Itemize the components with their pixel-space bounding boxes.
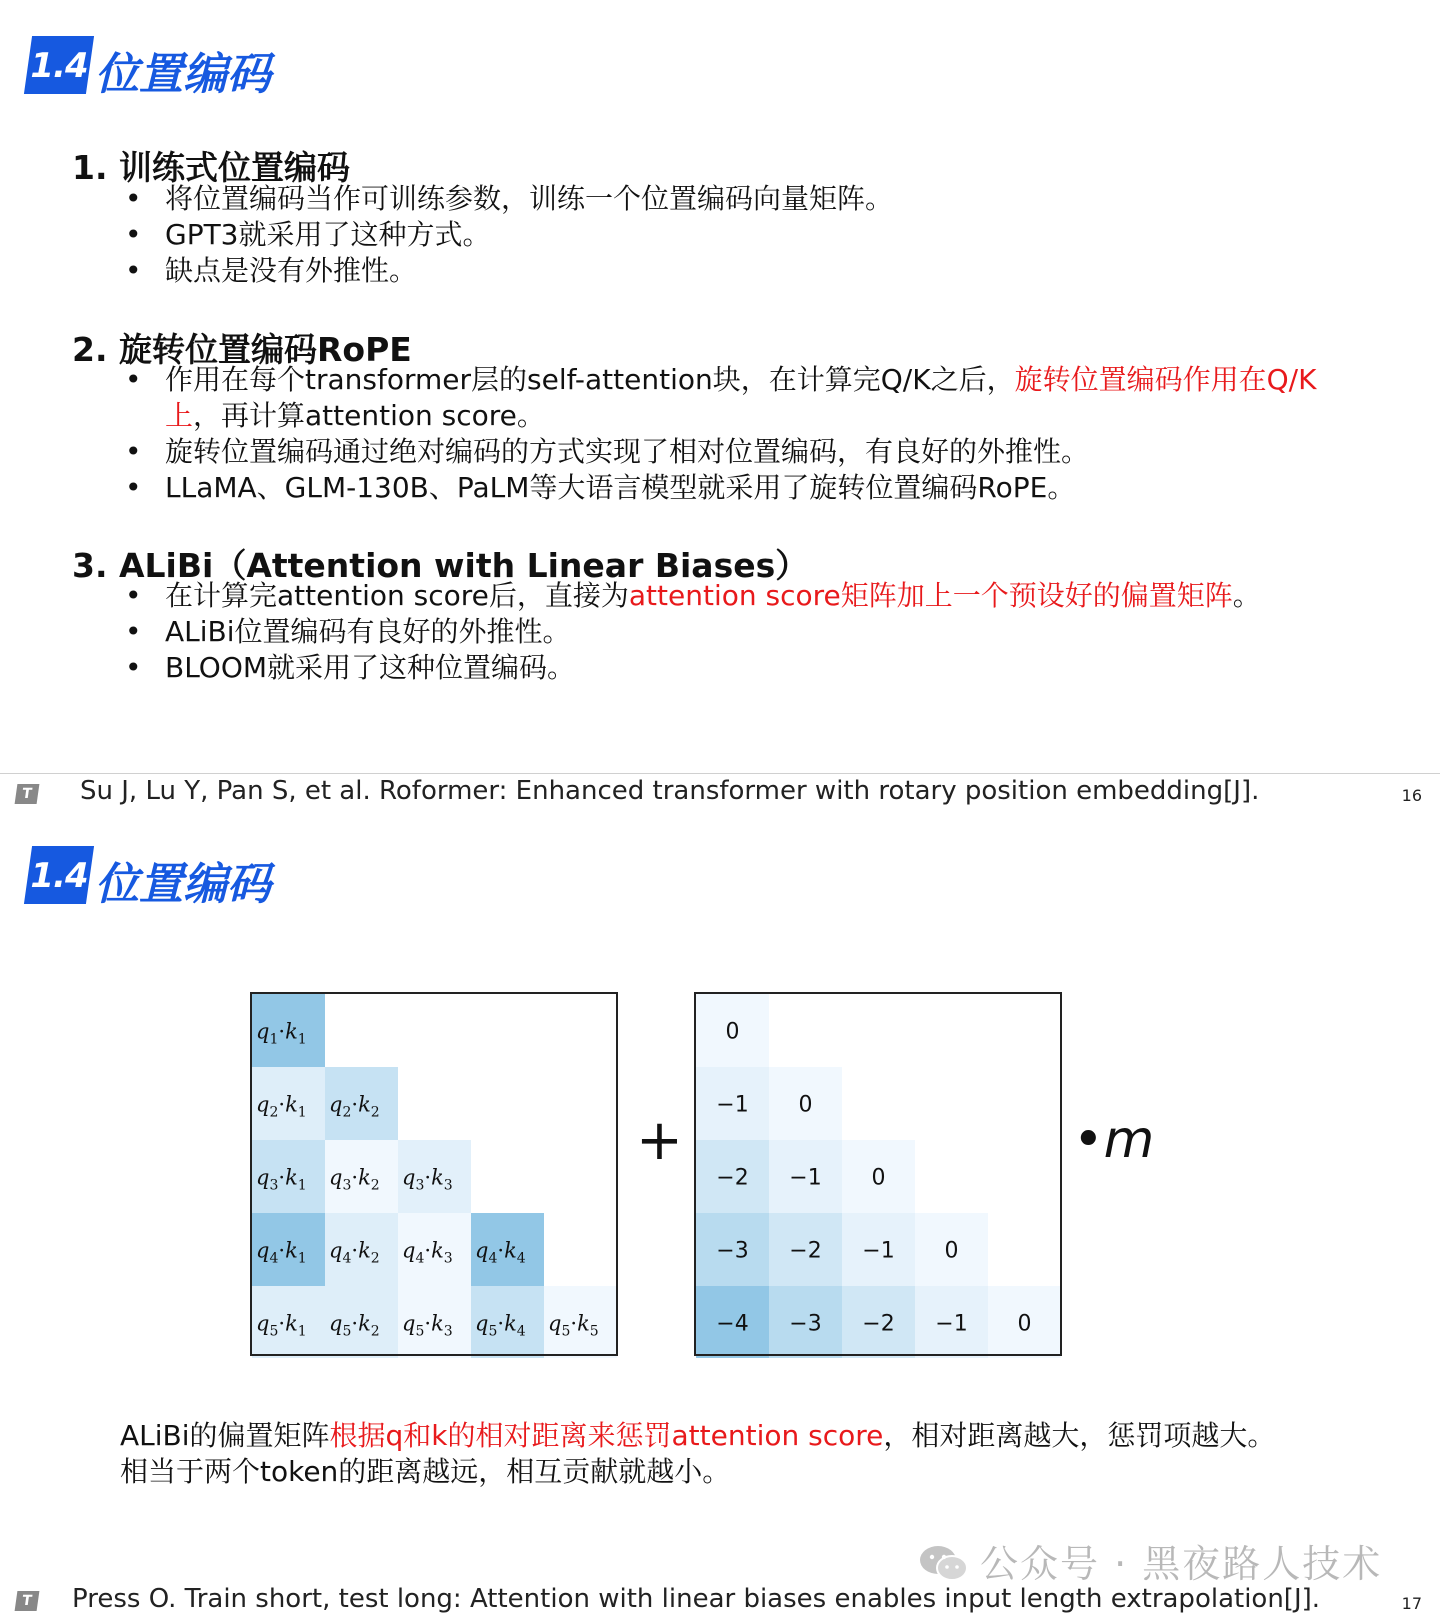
qk-cell-label: $q_3\cdot k_1$ — [256, 1165, 307, 1194]
bullet-text: BLOOM就采用了这种位置编码。 — [165, 651, 576, 684]
qk-cell-label: $q_4\cdot k_1$ — [256, 1238, 307, 1267]
bullet-item: • ALiBi位置编码有良好的外推性。 — [125, 615, 571, 648]
footer-reference: Press O. Train short, test long: Attention with linear biases enables input length extrapolation[J]. — [72, 1584, 1321, 1614]
bias-cell-label: 0 — [1017, 1311, 1032, 1337]
bullet-item: • 作用在每个transformer层的self-attention块，在计算完Q/K之后，旋转位置编码作用在Q/K上，再计算attention score。 — [125, 363, 1317, 432]
caption-text: ALiBi的偏置矩阵 — [120, 1419, 330, 1452]
qk-cell-label: $q_5\cdot k_1$ — [256, 1311, 307, 1340]
bias-cell-label: −2 — [716, 1165, 749, 1191]
matrix-caption — [120, 1418, 1275, 1490]
footer-divider — [0, 773, 1440, 774]
bias-cell-label: −3 — [789, 1311, 822, 1337]
section-title: 位置编码 — [95, 49, 271, 100]
item-heading-3: 3. ALiBi（Attention with Linear Biases） — [72, 546, 809, 585]
bullet-text: 缺点是没有外推性。 — [165, 254, 418, 287]
qk-cell-label: $q_4\cdot k_4$ — [475, 1238, 526, 1267]
bullet-text: 将位置编码当作可训练参数，训练一个位置编码向量矩阵。 — [165, 182, 894, 215]
item-heading-2: 2. 旋转位置编码RoPE — [72, 330, 412, 369]
multiplier-symbol: m — [1103, 1110, 1155, 1170]
footer-logo-icon: T — [15, 784, 40, 804]
footer-reference: Su J, Lu Y, Pan S, et al. Roformer: Enhanced transformer with rotary position embedding[J]. — [80, 776, 1260, 806]
qk-attention-matrix — [250, 992, 620, 1358]
bullet-list-3 — [125, 578, 1261, 686]
page-number: 16 — [1401, 786, 1422, 805]
caption-text: ，相对距离越大，惩罚项越大。 — [883, 1419, 1276, 1452]
bullet-text: ALiBi位置编码有良好的外推性。 — [165, 615, 571, 648]
bullet-text: 旋转位置编码通过绝对编码的方式实现了相对位置编码，有良好的外推性。 — [165, 435, 1090, 468]
bullet-highlight: 旋转位置编码作用在Q/K上 — [165, 363, 1317, 432]
bullet-text: ，再计算attention score。 — [193, 399, 545, 432]
section-number: 1.4 — [30, 46, 88, 86]
bias-cell-label: −2 — [862, 1311, 895, 1337]
qk-cell-label: $q_4\cdot k_2$ — [329, 1238, 380, 1267]
bias-cell-label: 0 — [725, 1019, 740, 1045]
bias-cell-label: −1 — [716, 1092, 749, 1118]
qk-cell-label: $q_3\cdot k_2$ — [329, 1165, 380, 1194]
bullet-text: 在计算完attention score后，直接为 — [165, 579, 629, 612]
plus-operator: + — [636, 1108, 683, 1173]
bullet-item: • 将位置编码当作可训练参数，训练一个位置编码向量矩阵。 — [125, 182, 894, 215]
section-title: 位置编码 — [95, 859, 271, 910]
section-number: 1.4 — [30, 856, 88, 896]
caption-line-2: 相当于两个token的距离越远，相互贡献就越小。 — [120, 1455, 731, 1488]
bullet-text: 。 — [1232, 579, 1261, 612]
qk-cell-label: $q_4\cdot k_3$ — [402, 1238, 453, 1267]
bias-cell-label: −2 — [789, 1238, 822, 1264]
qk-cell-label: $q_5\cdot k_5$ — [548, 1311, 599, 1340]
bullet-highlight: attention score矩阵加上一个预设好的偏置矩阵 — [628, 579, 1233, 612]
page-number: 17 — [1401, 1594, 1422, 1613]
qk-cell-label: $q_3\cdot k_3$ — [402, 1165, 453, 1194]
bullet-item: • LLaMA、GLM-130B、PaLM等大语言模型就采用了旋转位置编码RoPE。 — [125, 471, 1076, 504]
bias-cell-label: −3 — [716, 1238, 749, 1264]
bullet-text: LLaMA、GLM-130B、PaLM等大语言模型就采用了旋转位置编码RoPE。 — [165, 471, 1076, 504]
watermark-text: 公众号 · 黑夜路人技术 — [980, 1542, 1383, 1586]
bullet-item: • BLOOM就采用了这种位置编码。 — [125, 651, 576, 684]
bias-cell-label: 0 — [798, 1092, 813, 1118]
bias-cell-label: 0 — [871, 1165, 886, 1191]
bullet-list-1 — [125, 181, 893, 289]
footer-logo-icon: T — [15, 1591, 40, 1611]
multiplier-m — [1073, 1112, 1154, 1168]
qk-cell-label: $q_5\cdot k_3$ — [402, 1311, 453, 1340]
bullet-text: 作用在每个transformer层的self-attention块，在计算完Q/K之后， — [165, 363, 1015, 396]
bias-cell-label: −1 — [862, 1238, 895, 1264]
bias-cell-label: −1 — [935, 1311, 968, 1337]
caption-highlight: 根据q和k的相对距离来惩罚attention score — [329, 1419, 884, 1452]
bias-cell-label: −4 — [716, 1311, 749, 1337]
multiply-dot: • — [1073, 1110, 1104, 1170]
alibi-bias-matrix — [694, 992, 1064, 1358]
bullet-text: GPT3就采用了这种方式。 — [165, 218, 491, 251]
caption-line-1 — [120, 1418, 1275, 1454]
bullet-item: • 在计算完attention score后，直接为attention score矩阵加上一个预设好的偏置矩阵。 — [125, 579, 1261, 612]
qk-cell-label: $q_2\cdot k_1$ — [256, 1092, 307, 1121]
qk-cell-label: $q_1\cdot k_1$ — [256, 1019, 307, 1048]
bullet-item: • 缺点是没有外推性。 — [125, 254, 418, 287]
bias-cell-label: 0 — [944, 1238, 959, 1264]
qk-cell-label: $q_5\cdot k_4$ — [475, 1311, 526, 1340]
bullet-item: • GPT3就采用了这种方式。 — [125, 218, 491, 251]
qk-cell-label: $q_2\cdot k_2$ — [329, 1092, 380, 1121]
wechat-icon — [918, 1543, 970, 1583]
item-heading-1: 1. 训练式位置编码 — [72, 148, 350, 187]
bullet-item: • 旋转位置编码通过绝对编码的方式实现了相对位置编码，有良好的外推性。 — [125, 435, 1090, 468]
bullet-list-2 — [125, 362, 1335, 506]
bias-cell-label: −1 — [789, 1165, 822, 1191]
qk-cell-label: $q_5\cdot k_2$ — [329, 1311, 380, 1340]
